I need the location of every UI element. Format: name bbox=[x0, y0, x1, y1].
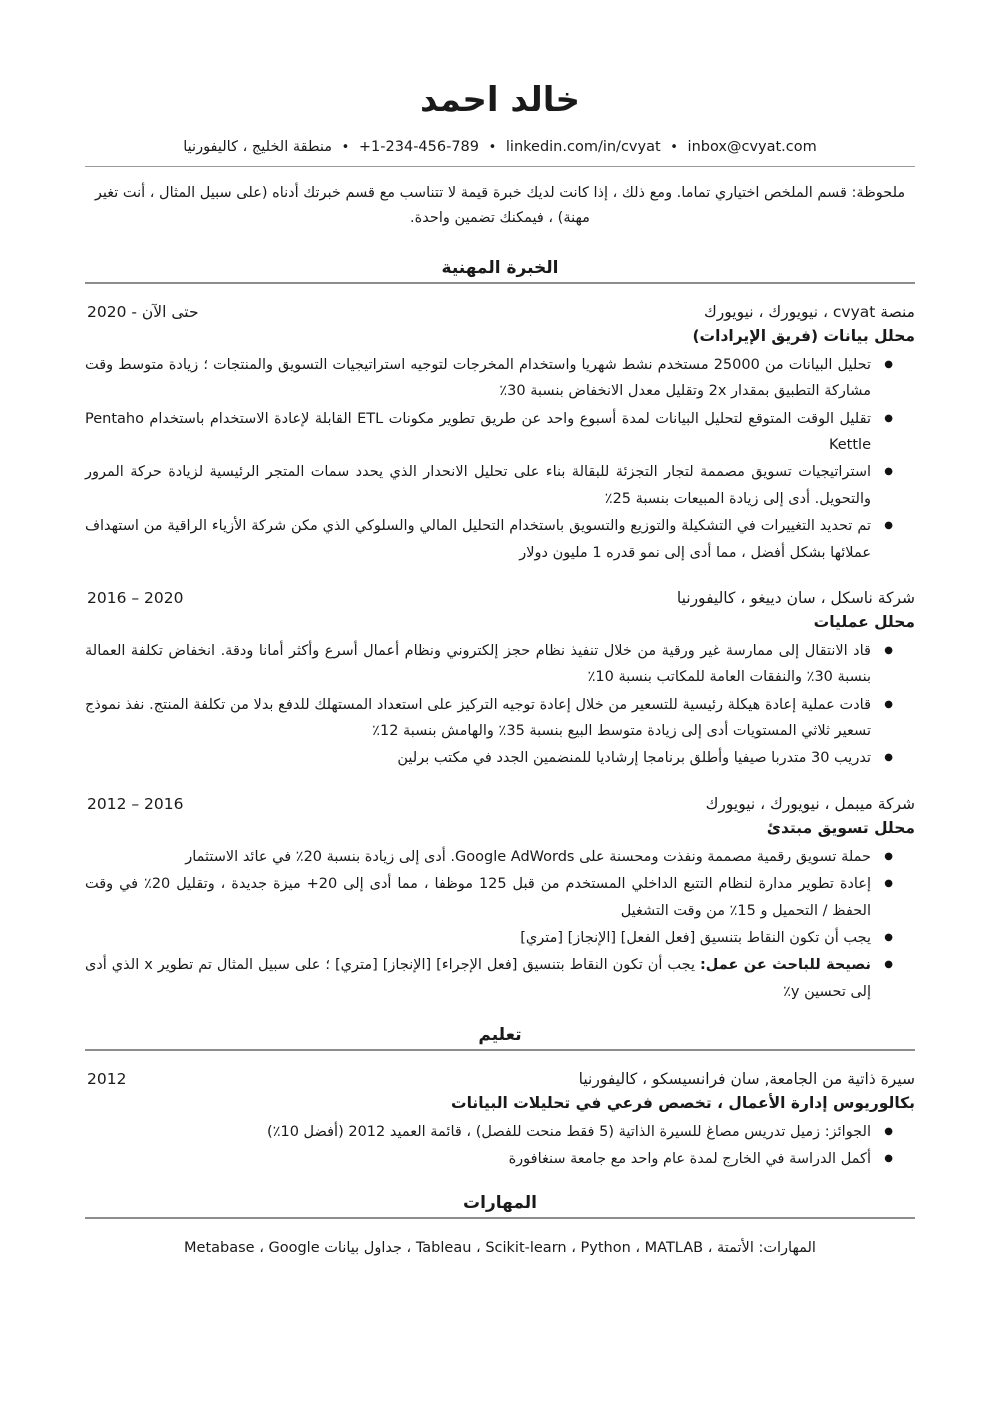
section-1 bbox=[85, 1025, 915, 1173]
entry-header-text bbox=[692, 300, 915, 348]
summary-note: ملحوظة: قسم الملخص اختياري تماما. ومع ذلك ، إذا كانت لديك خبرة قيمة لا تتناسب مع قسم خبرتك أدناه (على سبيل المثال ، أنت تغير مهنة) ، فيمكنك تضمين واحدة. bbox=[94, 185, 906, 227]
entry-date: 2012 bbox=[87, 1070, 127, 1089]
bullet-item: ● يجب أن تكون النقاط بتنسيق [فعل الفعل] [الإنجاز] [متري] bbox=[85, 925, 893, 951]
page-title: خالد احمد bbox=[419, 80, 581, 120]
contact-line bbox=[85, 137, 915, 157]
header-divider bbox=[85, 166, 915, 167]
section-0 bbox=[85, 258, 915, 1005]
section-divider bbox=[85, 1217, 915, 1219]
contact-phone[interactable]: +1-234-456-789 bbox=[358, 138, 480, 155]
entry-header bbox=[85, 300, 915, 348]
entry-organization: شركة ميبمل ، نيويورك ، نيويورك bbox=[705, 794, 915, 813]
contact-separator-3: • bbox=[341, 139, 350, 155]
entry-organization: شركة ناسكل ، سان دييغو ، كاليفورنيا bbox=[676, 588, 915, 607]
entry-header-text bbox=[677, 586, 915, 634]
entry-date: 2016 – 2020 bbox=[87, 588, 184, 607]
entry-header-text bbox=[451, 1067, 915, 1115]
entry-bullet-list bbox=[85, 352, 915, 566]
resume-entry bbox=[85, 792, 915, 1005]
bullet-item: ● قادت عملية إعادة هيكلة رئيسية للتسعير من خلال إعادة توجيه التركيز على استعداد المستهلك للدفع بدلا من تكلفة المنتج. نفذ نموذج تسعير ثلاثي المستويات أدى إلى زيادة متوسط البيع بنسبة 35٪ والهامش بنسبة 12٪ bbox=[85, 692, 893, 745]
bullet-item: ● تدريب 30 متدربا صيفيا وأطلق برنامجا إرشاديا للمنضمين الجدد في مكتب برلين bbox=[85, 745, 893, 771]
section-divider bbox=[85, 282, 915, 284]
entry-role: محلل بيانات (فريق الإيرادات) bbox=[692, 326, 915, 345]
bullet-item: ● تقليل الوقت المتوقع لتحليل البيانات لمدة أسبوع واحد عن طريق تطوير مكونات ETL القابلة لإعادة الاستخدام باستخدام Pentaho Kettle bbox=[85, 406, 893, 459]
bullet-item: ● استراتيجيات تسويق مصممة لتجار التجزئة للبقالة بناء على تحليل الانحدار الذي يحدد سمات المتجر الرئيسية لزيادة حركة المرور والتحويل. أدى إلى زيادة المبيعات بنسبة 25٪ bbox=[85, 459, 893, 512]
entry-organization: سيرة ذاتية من الجامعة, سان فرانسيسكو ، كاليفورنيا bbox=[578, 1070, 915, 1089]
entry-role: بكالوريوس إدارة الأعمال ، تخصص فرعي في تحليلات البيانات bbox=[451, 1094, 915, 1113]
entry-header-text bbox=[706, 792, 915, 840]
entry-bullet-list bbox=[85, 638, 915, 772]
section-heading: المهارات bbox=[463, 1192, 537, 1213]
contact-linkedin[interactable]: linkedin.com/in/cvyat bbox=[505, 138, 661, 155]
bullet-item: ● إعادة تطوير مدارة لنظام التتبع الداخلي المستخدم من قبل 125 موظفا ، مما أدى إلى 20+ ميزة جديدة ، وتقليل 20٪ في وقت الحفظ / التحميل و 15٪ من وقت التشغيل bbox=[85, 871, 893, 924]
bullet-item: ● الجوائز: زميل تدريس مصاغ للسيرة الذاتية (5 فقط منحت للفصل) ، قائمة العميد 2012 (أفضل 10٪) bbox=[85, 1119, 893, 1145]
section-divider bbox=[85, 1049, 915, 1051]
entry-header bbox=[85, 792, 915, 840]
contact-separator-2: • bbox=[488, 139, 497, 155]
resume-entry bbox=[85, 586, 915, 772]
contact-location: منطقة الخليج ، كاليفورنيا bbox=[183, 138, 333, 155]
entry-role: محلل تسويق مبتدئ bbox=[766, 818, 915, 837]
bullet-item: ● حملة تسويق رقمية مصممة ونفذت ومحسنة على Google AdWords. أدى إلى زيادة بنسبة 20٪ في عائد الاستثمار bbox=[85, 844, 893, 870]
section-heading: تعليم bbox=[478, 1025, 522, 1046]
entry-bullet-list bbox=[85, 844, 915, 1005]
bullet-item: ● نصيحة للباحث عن عمل: يجب أن تكون النقاط بتنسيق [فعل الإجراء] [الإنجاز] [متري] ؛ على سبيل المثال تم تطوير x الذي أدى إلى تحسين y٪ bbox=[85, 952, 893, 1005]
skills-list: المهارات: الأتمتة ، Tableau ، Scikit-learn ، Python ، MATLAB ، جداول بيانات Metabase ، Google bbox=[184, 1239, 816, 1256]
entry-organization: منصة cvyat ، نيويورك ، نيويورك bbox=[704, 302, 915, 321]
bullet-item: ● تم تحديد التغييرات في التشكيلة والتوزيع والتسويق باستخدام التحليل المالي والسلوكي الذي مكن شركة الأزياء الراقية من استهداف عملائها بشكل أفضل ، مما أدى إلى نمو قدره 1 مليون دولار bbox=[85, 513, 893, 566]
bullet-item: ● تحليل البيانات من 25000 مستخدم نشط شهريا واستخدام المخرجات لتوجيه استراتيجيات التسويق والمنتجات ؛ زيادة متوسط وقت مشاركة التطبيق بمقدار 2x وتقليل معدل الانخفاض بنسبة 30٪ bbox=[85, 352, 893, 405]
entry-header bbox=[85, 586, 915, 634]
section-2 bbox=[85, 1193, 915, 1261]
resume-entry bbox=[85, 300, 915, 566]
entry-role: محلل عمليات bbox=[813, 612, 915, 631]
bullet-item: ● أكمل الدراسة في الخارج لمدة عام واحد مع جامعة سنغافورة bbox=[85, 1146, 893, 1172]
resume-entry bbox=[85, 1067, 915, 1173]
bullet-item: ● قاد الانتقال إلى ممارسة غير ورقية من خلال تنفيذ نظام حجز إلكتروني ونظام أعمال أسرع وأكثر أمانا ودقة. انخفاض تكلفة العمالة بنسبة 30٪ والنفقات العامة للمكاتب بنسبة 10٪ bbox=[85, 638, 893, 691]
entry-header bbox=[85, 1067, 915, 1115]
bullet-bold-prefix: نصيحة للباحث عن عمل: bbox=[700, 957, 871, 974]
entry-date: 2012 – 2016 bbox=[87, 794, 184, 813]
contact-email[interactable]: inbox@cvyat.com bbox=[687, 138, 817, 155]
entry-bullet-list bbox=[85, 1119, 915, 1173]
entry-date: 2020 - حتى الآن bbox=[87, 302, 199, 321]
sections-container bbox=[85, 258, 915, 1261]
section-heading: الخبرة المهنية bbox=[441, 257, 559, 278]
contact-separator-1: • bbox=[670, 139, 678, 155]
